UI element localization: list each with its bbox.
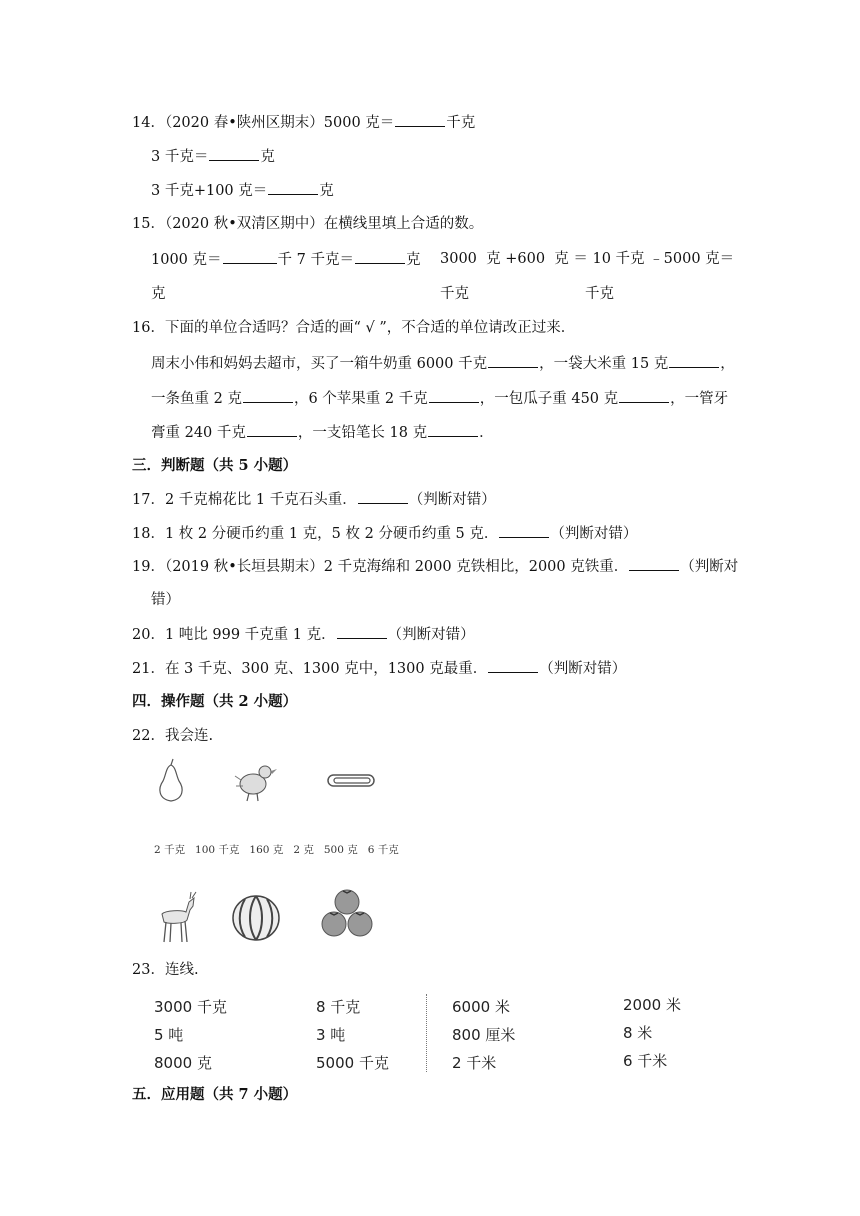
q15-row2-unit1: 克	[151, 286, 166, 302]
answer-blank[interactable]	[268, 180, 318, 195]
q16-title: 16．下面的单位合适吗？合适的画“ √ ”，不合适的单位请改正过来．	[132, 320, 576, 336]
answer-blank[interactable]	[223, 249, 277, 264]
q23-right-col1-item[interactable]: 800 厘米	[452, 1026, 516, 1044]
q23-left-col1-item[interactable]: 8000 克	[154, 1054, 212, 1072]
chick-icon[interactable]	[231, 760, 281, 804]
q20: 20．1 吨比 999 千克重 1 克． （判断对错）	[132, 624, 475, 645]
section-heading: 四．操作题（共 2 小题）	[132, 693, 298, 710]
q19: 19．（2019 秋•长垣县期末）2 千克海绵和 2000 克铁相比，2000 克铁重． （判断对	[132, 556, 738, 577]
q14-line1: 14．（2020 春•陕州区期末）5000 克＝ 千克	[132, 112, 475, 133]
q17: 17．2 千克棉花比 1 千克石头重． （判断对错）	[132, 489, 496, 510]
q21: 21．在 3 千克、300 克、1300 克中，1300 克最重． （判断对错）	[132, 658, 626, 679]
divider	[426, 994, 427, 1072]
section-heading: 三．判断题（共 5 小题）	[132, 457, 298, 474]
answer-blank[interactable]	[499, 523, 549, 538]
q19-cont: 错）	[151, 592, 180, 608]
answer-blank[interactable]	[429, 388, 479, 403]
q14-line2: 3 千克＝ 克	[151, 146, 275, 167]
answer-blank[interactable]	[247, 422, 297, 437]
q15-row2-unit2: 千克	[440, 286, 469, 302]
answer-blank[interactable]	[488, 353, 538, 368]
watermelon-icon[interactable]	[230, 893, 282, 943]
answer-blank[interactable]	[243, 388, 293, 403]
q16-line3: 膏重 240 千克 ，一支铅笔长 18 克 ．	[151, 422, 494, 443]
q16-line2: 一条鱼重 2 克 ，6 个苹果重 2 千克 ，一包瓜子重 450 克 ，一管牙	[151, 388, 728, 409]
section-heading: 五．应用题（共 7 小题）	[132, 1086, 298, 1103]
q23-right-col2-item[interactable]: 2000 米	[623, 996, 681, 1014]
q15-title: 15．（2020 秋•双清区期中）在横线里填上合适的数。	[132, 216, 484, 232]
q15-row1-tail: 3000 克 +600 克 ＝ 10 千克 ﹣5000 克＝	[440, 251, 735, 267]
q15-row1: 1000 克＝ 千 7 千克＝ 克	[151, 249, 420, 270]
q15-row2-unit3: 千克	[585, 286, 614, 302]
answer-blank[interactable]	[355, 249, 405, 264]
answer-blank[interactable]	[395, 112, 445, 127]
q23-right-col2-item[interactable]: 6 千米	[623, 1052, 668, 1070]
pear-icon[interactable]	[150, 757, 192, 805]
q23-left-col1-item[interactable]: 3000 千克	[154, 998, 227, 1016]
q14-line3: 3 千克+100 克＝ 克	[151, 180, 334, 201]
q22-weights: 2 千克 100 千克 160 克 2 克 500 克 6 千克	[154, 844, 399, 856]
answer-blank[interactable]	[619, 388, 669, 403]
tomatoes-icon[interactable]	[317, 884, 377, 942]
q16-line1: 周末小伟和妈妈去超市，买了一箱牛奶重 6000 千克 ，一袋大米重 15 克 ，	[151, 353, 735, 374]
answer-blank[interactable]	[209, 146, 259, 161]
q23-title: 23．连线.	[132, 962, 199, 978]
q22-title: 22．我会连.	[132, 728, 214, 744]
q23-right-col2-item[interactable]: 8 米	[623, 1024, 653, 1042]
q23-right-col1-item[interactable]: 2 千米	[452, 1054, 497, 1072]
answer-blank[interactable]	[629, 556, 679, 571]
q23-left-col2-item[interactable]: 5000 千克	[316, 1054, 389, 1072]
q23-right-col1-item[interactable]: 6000 米	[452, 998, 510, 1016]
answer-blank[interactable]	[428, 422, 478, 437]
q23-left-col1-item[interactable]: 5 吨	[154, 1026, 184, 1044]
goat-icon[interactable]	[156, 890, 198, 946]
answer-blank[interactable]	[669, 353, 719, 368]
q23-left-col2-item[interactable]: 3 吨	[316, 1026, 346, 1044]
answer-blank[interactable]	[488, 658, 538, 673]
answer-blank[interactable]	[337, 624, 387, 639]
paperclip-icon[interactable]	[326, 772, 376, 790]
q23-left-col2-item[interactable]: 8 千克	[316, 998, 361, 1016]
q18: 18．1 枚 2 分硬币约重 1 克，5 枚 2 分硬币约重 5 克． （判断对错）	[132, 523, 637, 544]
answer-blank[interactable]	[358, 489, 408, 504]
